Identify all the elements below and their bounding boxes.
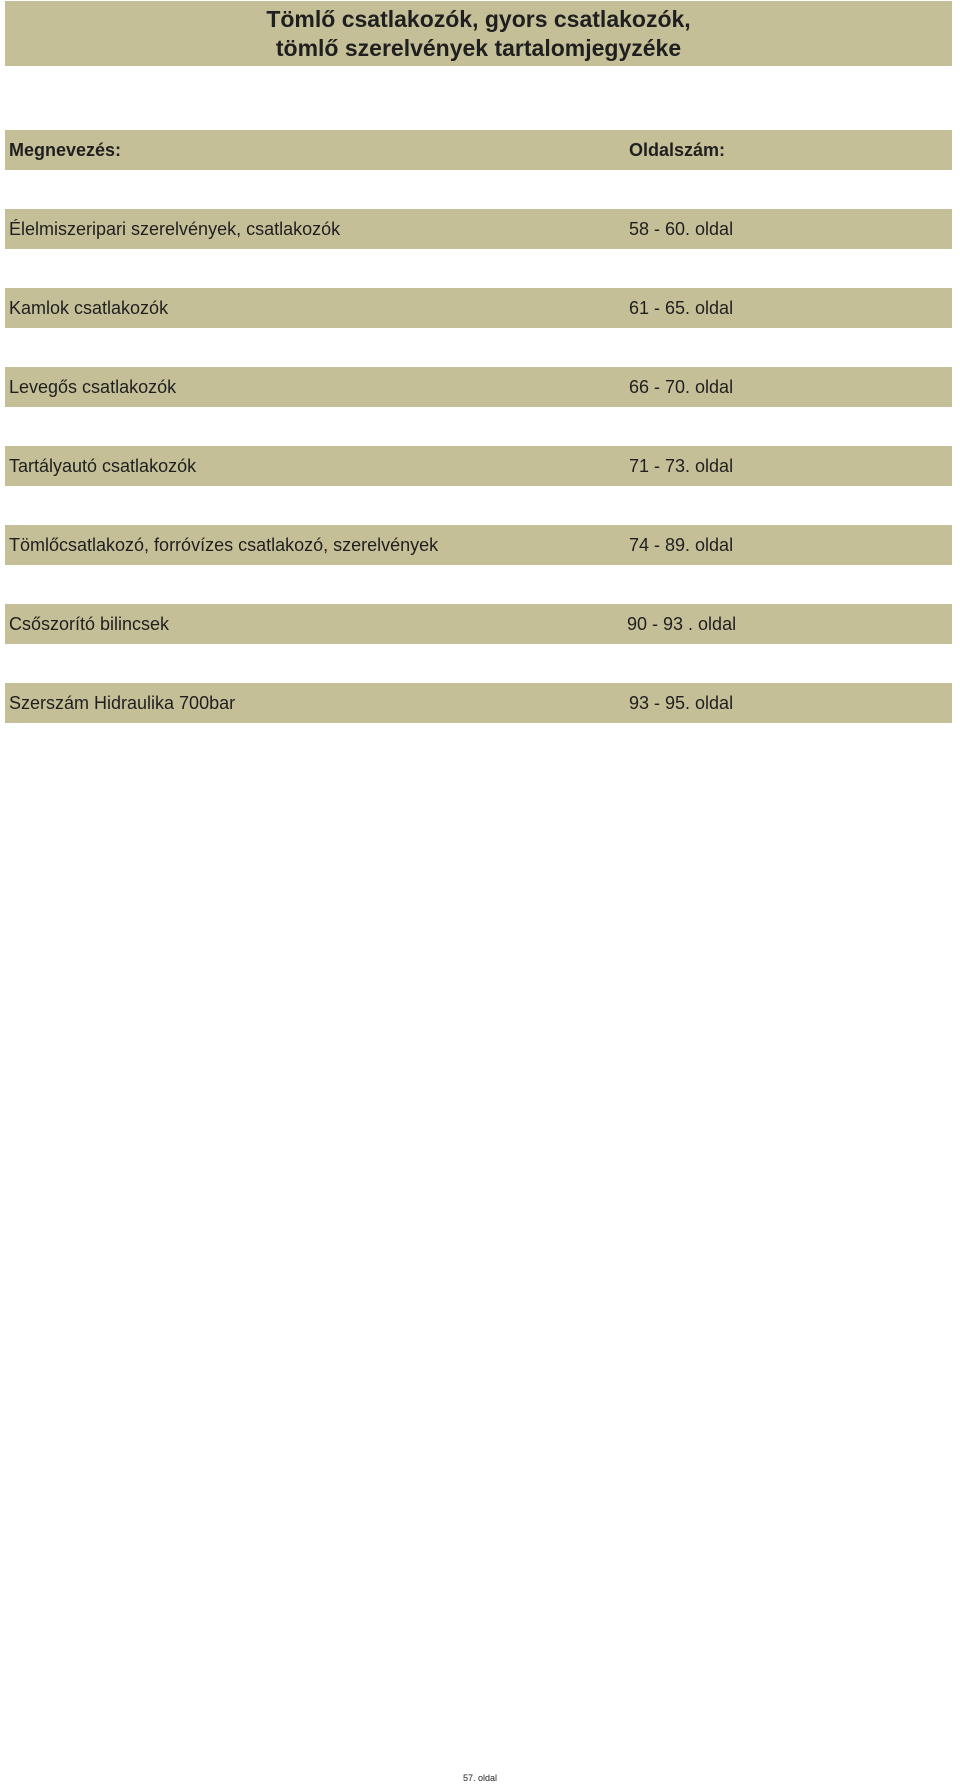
document-title [5,1,952,66]
toc-row [5,525,952,565]
column-header-name: Megnevezés: [9,140,122,160]
toc-entry-name: Csőszorító bilincsek [9,614,170,634]
toc-entry-pages: 93 - 95. oldal [629,693,734,713]
column-header-page: Oldalszám: [629,140,726,160]
toc-entry-name: Tömlőcsatlakozó, forróvízes csatlakozó, szerelvények [9,535,439,555]
toc-row [5,446,952,486]
toc-entry-pages: 71 - 73. oldal [629,456,734,476]
toc-entry-pages: 58 - 60. oldal [629,219,734,239]
toc-entry-name: Kamlok csatlakozók [9,298,169,318]
toc-entry-pages: 74 - 89. oldal [629,535,734,555]
toc-entry-name: Tartályautó csatlakozók [9,456,197,476]
toc-row [5,604,952,644]
toc-row [5,209,952,249]
toc-row [5,367,952,407]
page-number: 57. oldal [462,1773,498,1783]
toc-entry-name: Levegős csatlakozók [9,377,177,397]
toc-entry-name: Szerszám Hidraulika 700bar [9,693,236,713]
toc-header-row [5,130,952,170]
document-title-line-2: tömlő szerelvények tartalomjegyzéke [275,34,682,61]
toc-row [5,683,952,723]
toc-entry-name: Élelmiszeripari szerelvények, csatlakozók [9,219,341,239]
toc-entry-pages: 90 - 93 . oldal [627,614,737,634]
document-title-line-1: Tömlő csatlakozók, gyors csatlakozók, [266,5,691,32]
toc-row [5,288,952,328]
toc-entry-pages: 66 - 70. oldal [629,377,734,397]
toc-entry-pages: 61 - 65. oldal [629,298,734,318]
